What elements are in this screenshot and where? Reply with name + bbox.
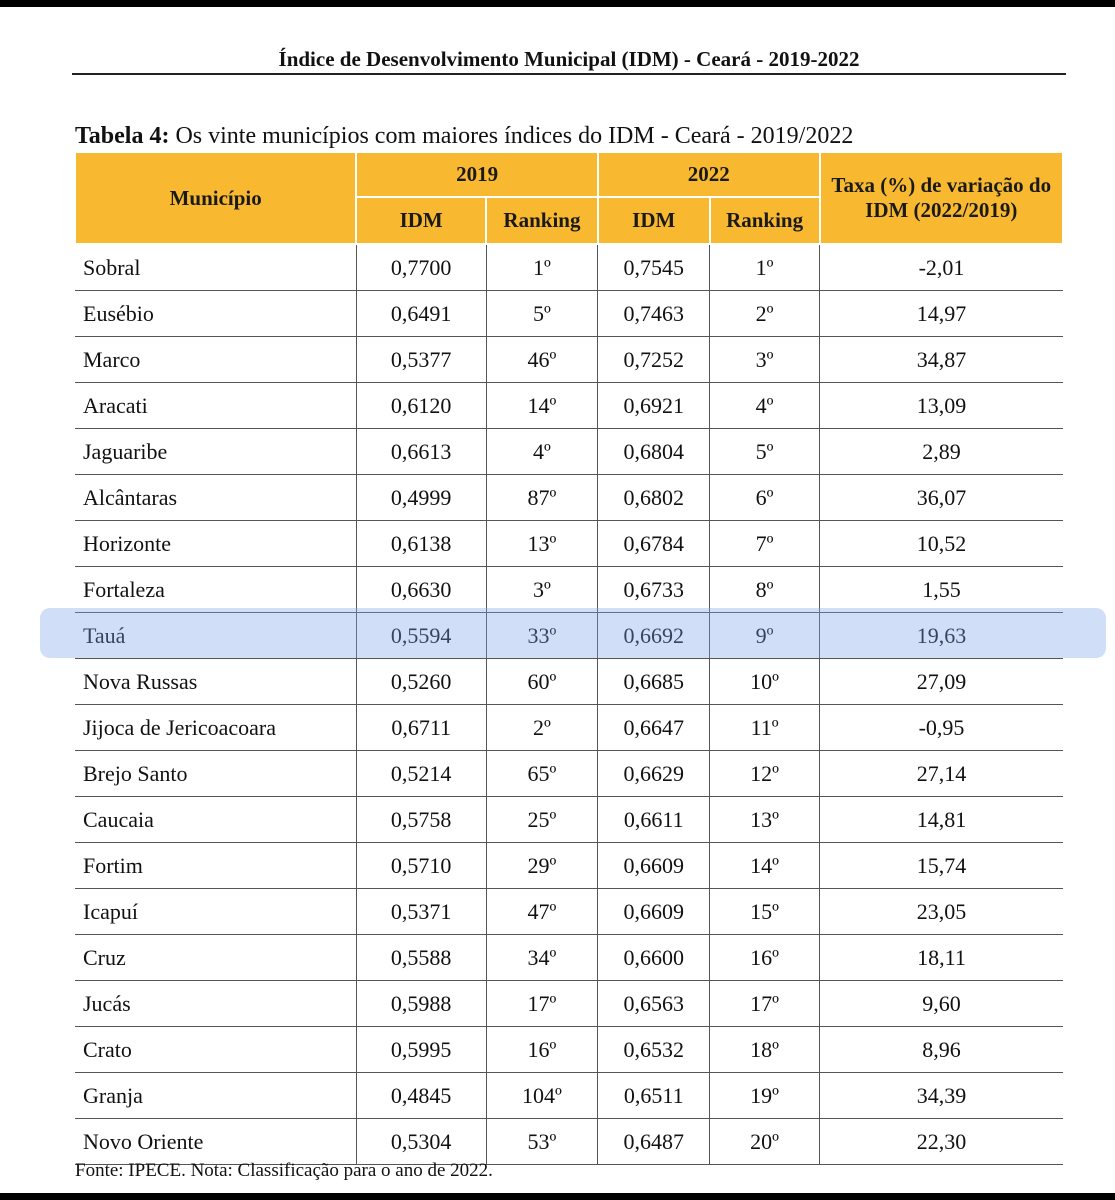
cell-rank2019: 13º (486, 521, 598, 567)
cell-idm2019: 0,5594 (356, 613, 486, 659)
cell-municipio: Jijoca de Jericoacoara (75, 705, 356, 751)
table-row (75, 291, 1063, 337)
header-rule (72, 73, 1066, 75)
cell-idm2019: 0,4845 (356, 1073, 486, 1119)
cell-rank2022: 7º (710, 521, 820, 567)
table-row (75, 843, 1063, 889)
cell-rank2022: 14º (710, 843, 820, 889)
cell-idm2019: 0,6138 (356, 521, 486, 567)
cell-idm2022: 0,6629 (598, 751, 710, 797)
cell-idm2022: 0,6921 (598, 383, 710, 429)
cell-idm2019: 0,6120 (356, 383, 486, 429)
cell-rank2019: 53º (486, 1119, 598, 1165)
cell-idm2022: 0,6609 (598, 843, 710, 889)
cell-municipio: Caucaia (75, 797, 356, 843)
cell-rank2019: 17º (486, 981, 598, 1027)
cell-rank2022: 2º (710, 291, 820, 337)
cell-idm2022: 0,6647 (598, 705, 710, 751)
table-row (75, 751, 1063, 797)
cell-idm2019: 0,5260 (356, 659, 486, 705)
table-row (75, 521, 1063, 567)
cell-municipio: Horizonte (75, 521, 356, 567)
table-row (75, 1027, 1063, 1073)
cell-rank2022: 12º (710, 751, 820, 797)
header-taxa: Taxa (%) de variação do IDM (2022/2019) (820, 152, 1063, 244)
cell-idm2022: 0,6563 (598, 981, 710, 1027)
cell-municipio: Alcântaras (75, 475, 356, 521)
table-row (75, 567, 1063, 613)
cell-rank2019: 25º (486, 797, 598, 843)
cell-taxa: 2,89 (820, 429, 1063, 475)
cell-taxa: 19,63 (820, 613, 1063, 659)
table-footer: Fonte: IPECE. Nota: Classificação para o ano de 2022. (75, 1160, 493, 1181)
cell-idm2019: 0,5214 (356, 751, 486, 797)
cell-municipio: Granja (75, 1073, 356, 1119)
table-row (75, 935, 1063, 981)
caption-text: Os vinte municípios com maiores índices do IDM - Ceará - 2019/2022 (169, 123, 854, 149)
cell-idm2019: 0,5588 (356, 935, 486, 981)
table-row (75, 1073, 1063, 1119)
cell-taxa: 18,11 (820, 935, 1063, 981)
cell-rank2019: 47º (486, 889, 598, 935)
cell-rank2022: 3º (710, 337, 820, 383)
cell-rank2022: 6º (710, 475, 820, 521)
cell-rank2022: 20º (710, 1119, 820, 1165)
cell-taxa: -0,95 (820, 705, 1063, 751)
header-ranking-2022: Ranking (710, 197, 820, 244)
header-year-2019: 2019 (356, 152, 598, 197)
table-row (75, 981, 1063, 1027)
cell-taxa: 14,81 (820, 797, 1063, 843)
cell-municipio: Marco (75, 337, 356, 383)
cell-idm2019: 0,6491 (356, 291, 486, 337)
cell-taxa: 36,07 (820, 475, 1063, 521)
cell-municipio: Jucás (75, 981, 356, 1027)
cell-taxa: 34,87 (820, 337, 1063, 383)
cell-rank2022: 10º (710, 659, 820, 705)
cell-rank2019: 60º (486, 659, 598, 705)
cell-idm2022: 0,6609 (598, 889, 710, 935)
cell-rank2022: 8º (710, 567, 820, 613)
cell-rank2019: 5º (486, 291, 598, 337)
cell-rank2022: 18º (710, 1027, 820, 1073)
cell-rank2019: 104º (486, 1073, 598, 1119)
cell-rank2022: 1º (710, 244, 820, 291)
cell-idm2019: 0,5304 (356, 1119, 486, 1165)
cell-taxa: 13,09 (820, 383, 1063, 429)
cell-idm2022: 0,6733 (598, 567, 710, 613)
cell-municipio: Nova Russas (75, 659, 356, 705)
cell-rank2019: 14º (486, 383, 598, 429)
header-year-2022: 2022 (598, 152, 820, 197)
table-row (75, 659, 1063, 705)
cell-rank2022: 15º (710, 889, 820, 935)
caption-label: Tabela 4: (75, 123, 170, 149)
cell-idm2022: 0,6784 (598, 521, 710, 567)
cell-rank2022: 13º (710, 797, 820, 843)
cell-rank2022: 16º (710, 935, 820, 981)
cell-taxa: 23,05 (820, 889, 1063, 935)
table-row (75, 797, 1063, 843)
cell-taxa: 15,74 (820, 843, 1063, 889)
cell-rank2019: 4º (486, 429, 598, 475)
table-row (75, 889, 1063, 935)
cell-idm2019: 0,5377 (356, 337, 486, 383)
cell-rank2019: 65º (486, 751, 598, 797)
table-body (75, 244, 1063, 1165)
idm-table (74, 151, 1064, 1165)
cell-municipio: Aracati (75, 383, 356, 429)
page-header: Índice de Desenvolvimento Municipal (IDM) - Ceará - 2019-2022 (278, 47, 860, 71)
cell-idm2019: 0,6711 (356, 705, 486, 751)
cell-taxa: -2,01 (820, 244, 1063, 291)
cell-idm2019: 0,5710 (356, 843, 486, 889)
cell-idm2019: 0,6630 (356, 567, 486, 613)
cell-idm2022: 0,6487 (598, 1119, 710, 1165)
cell-rank2019: 46º (486, 337, 598, 383)
cell-municipio: Fortim (75, 843, 356, 889)
cell-municipio: Novo Oriente (75, 1119, 356, 1165)
cell-idm2019: 0,7700 (356, 244, 486, 291)
cell-rank2019: 29º (486, 843, 598, 889)
cell-idm2022: 0,7463 (598, 291, 710, 337)
cell-rank2019: 16º (486, 1027, 598, 1073)
cell-idm2022: 0,7252 (598, 337, 710, 383)
cell-idm2022: 0,6600 (598, 935, 710, 981)
cell-taxa: 1,55 (820, 567, 1063, 613)
cell-rank2019: 3º (486, 567, 598, 613)
cell-rank2019: 34º (486, 935, 598, 981)
cell-idm2019: 0,4999 (356, 475, 486, 521)
cell-taxa: 27,14 (820, 751, 1063, 797)
table-row (75, 337, 1063, 383)
cell-rank2022: 11º (710, 705, 820, 751)
cell-idm2019: 0,5758 (356, 797, 486, 843)
cell-idm2019: 0,6613 (356, 429, 486, 475)
cell-municipio: Tauá (75, 613, 356, 659)
cell-municipio: Icapuí (75, 889, 356, 935)
table-row (75, 475, 1063, 521)
bottom-border (0, 1193, 1115, 1200)
cell-rank2022: 5º (710, 429, 820, 475)
header-ranking-2019: Ranking (486, 197, 598, 244)
table-row (75, 383, 1063, 429)
cell-idm2022: 0,6802 (598, 475, 710, 521)
cell-municipio: Cruz (75, 935, 356, 981)
header-idm-2022: IDM (598, 197, 710, 244)
cell-rank2019: 33º (486, 613, 598, 659)
top-border (0, 0, 1115, 7)
cell-municipio: Sobral (75, 244, 356, 291)
cell-taxa: 8,96 (820, 1027, 1063, 1073)
cell-rank2022: 4º (710, 383, 820, 429)
cell-taxa: 22,30 (820, 1119, 1063, 1165)
cell-idm2022: 0,6685 (598, 659, 710, 705)
cell-taxa: 27,09 (820, 659, 1063, 705)
cell-municipio: Jaguaribe (75, 429, 356, 475)
cell-taxa: 34,39 (820, 1073, 1063, 1119)
table-caption (75, 121, 853, 151)
cell-idm2022: 0,6611 (598, 797, 710, 843)
table-row (75, 613, 1063, 659)
cell-rank2022: 9º (710, 613, 820, 659)
cell-taxa: 10,52 (820, 521, 1063, 567)
header-municipio: Município (75, 152, 356, 244)
cell-idm2019: 0,5371 (356, 889, 486, 935)
cell-rank2019: 1º (486, 244, 598, 291)
cell-idm2022: 0,6532 (598, 1027, 710, 1073)
cell-municipio: Crato (75, 1027, 356, 1073)
cell-rank2019: 2º (486, 705, 598, 751)
cell-rank2022: 19º (710, 1073, 820, 1119)
cell-municipio: Eusébio (75, 291, 356, 337)
cell-idm2022: 0,6692 (598, 613, 710, 659)
table-row (75, 429, 1063, 475)
cell-taxa: 14,97 (820, 291, 1063, 337)
cell-idm2019: 0,5995 (356, 1027, 486, 1073)
header-idm-2019: IDM (356, 197, 486, 244)
cell-rank2019: 87º (486, 475, 598, 521)
table-row (75, 705, 1063, 751)
cell-rank2022: 17º (710, 981, 820, 1027)
cell-idm2022: 0,7545 (598, 244, 710, 291)
cell-idm2022: 0,6511 (598, 1073, 710, 1119)
cell-municipio: Brejo Santo (75, 751, 356, 797)
cell-idm2019: 0,5988 (356, 981, 486, 1027)
cell-municipio: Fortaleza (75, 567, 356, 613)
table-row (75, 244, 1063, 291)
cell-idm2022: 0,6804 (598, 429, 710, 475)
cell-taxa: 9,60 (820, 981, 1063, 1027)
